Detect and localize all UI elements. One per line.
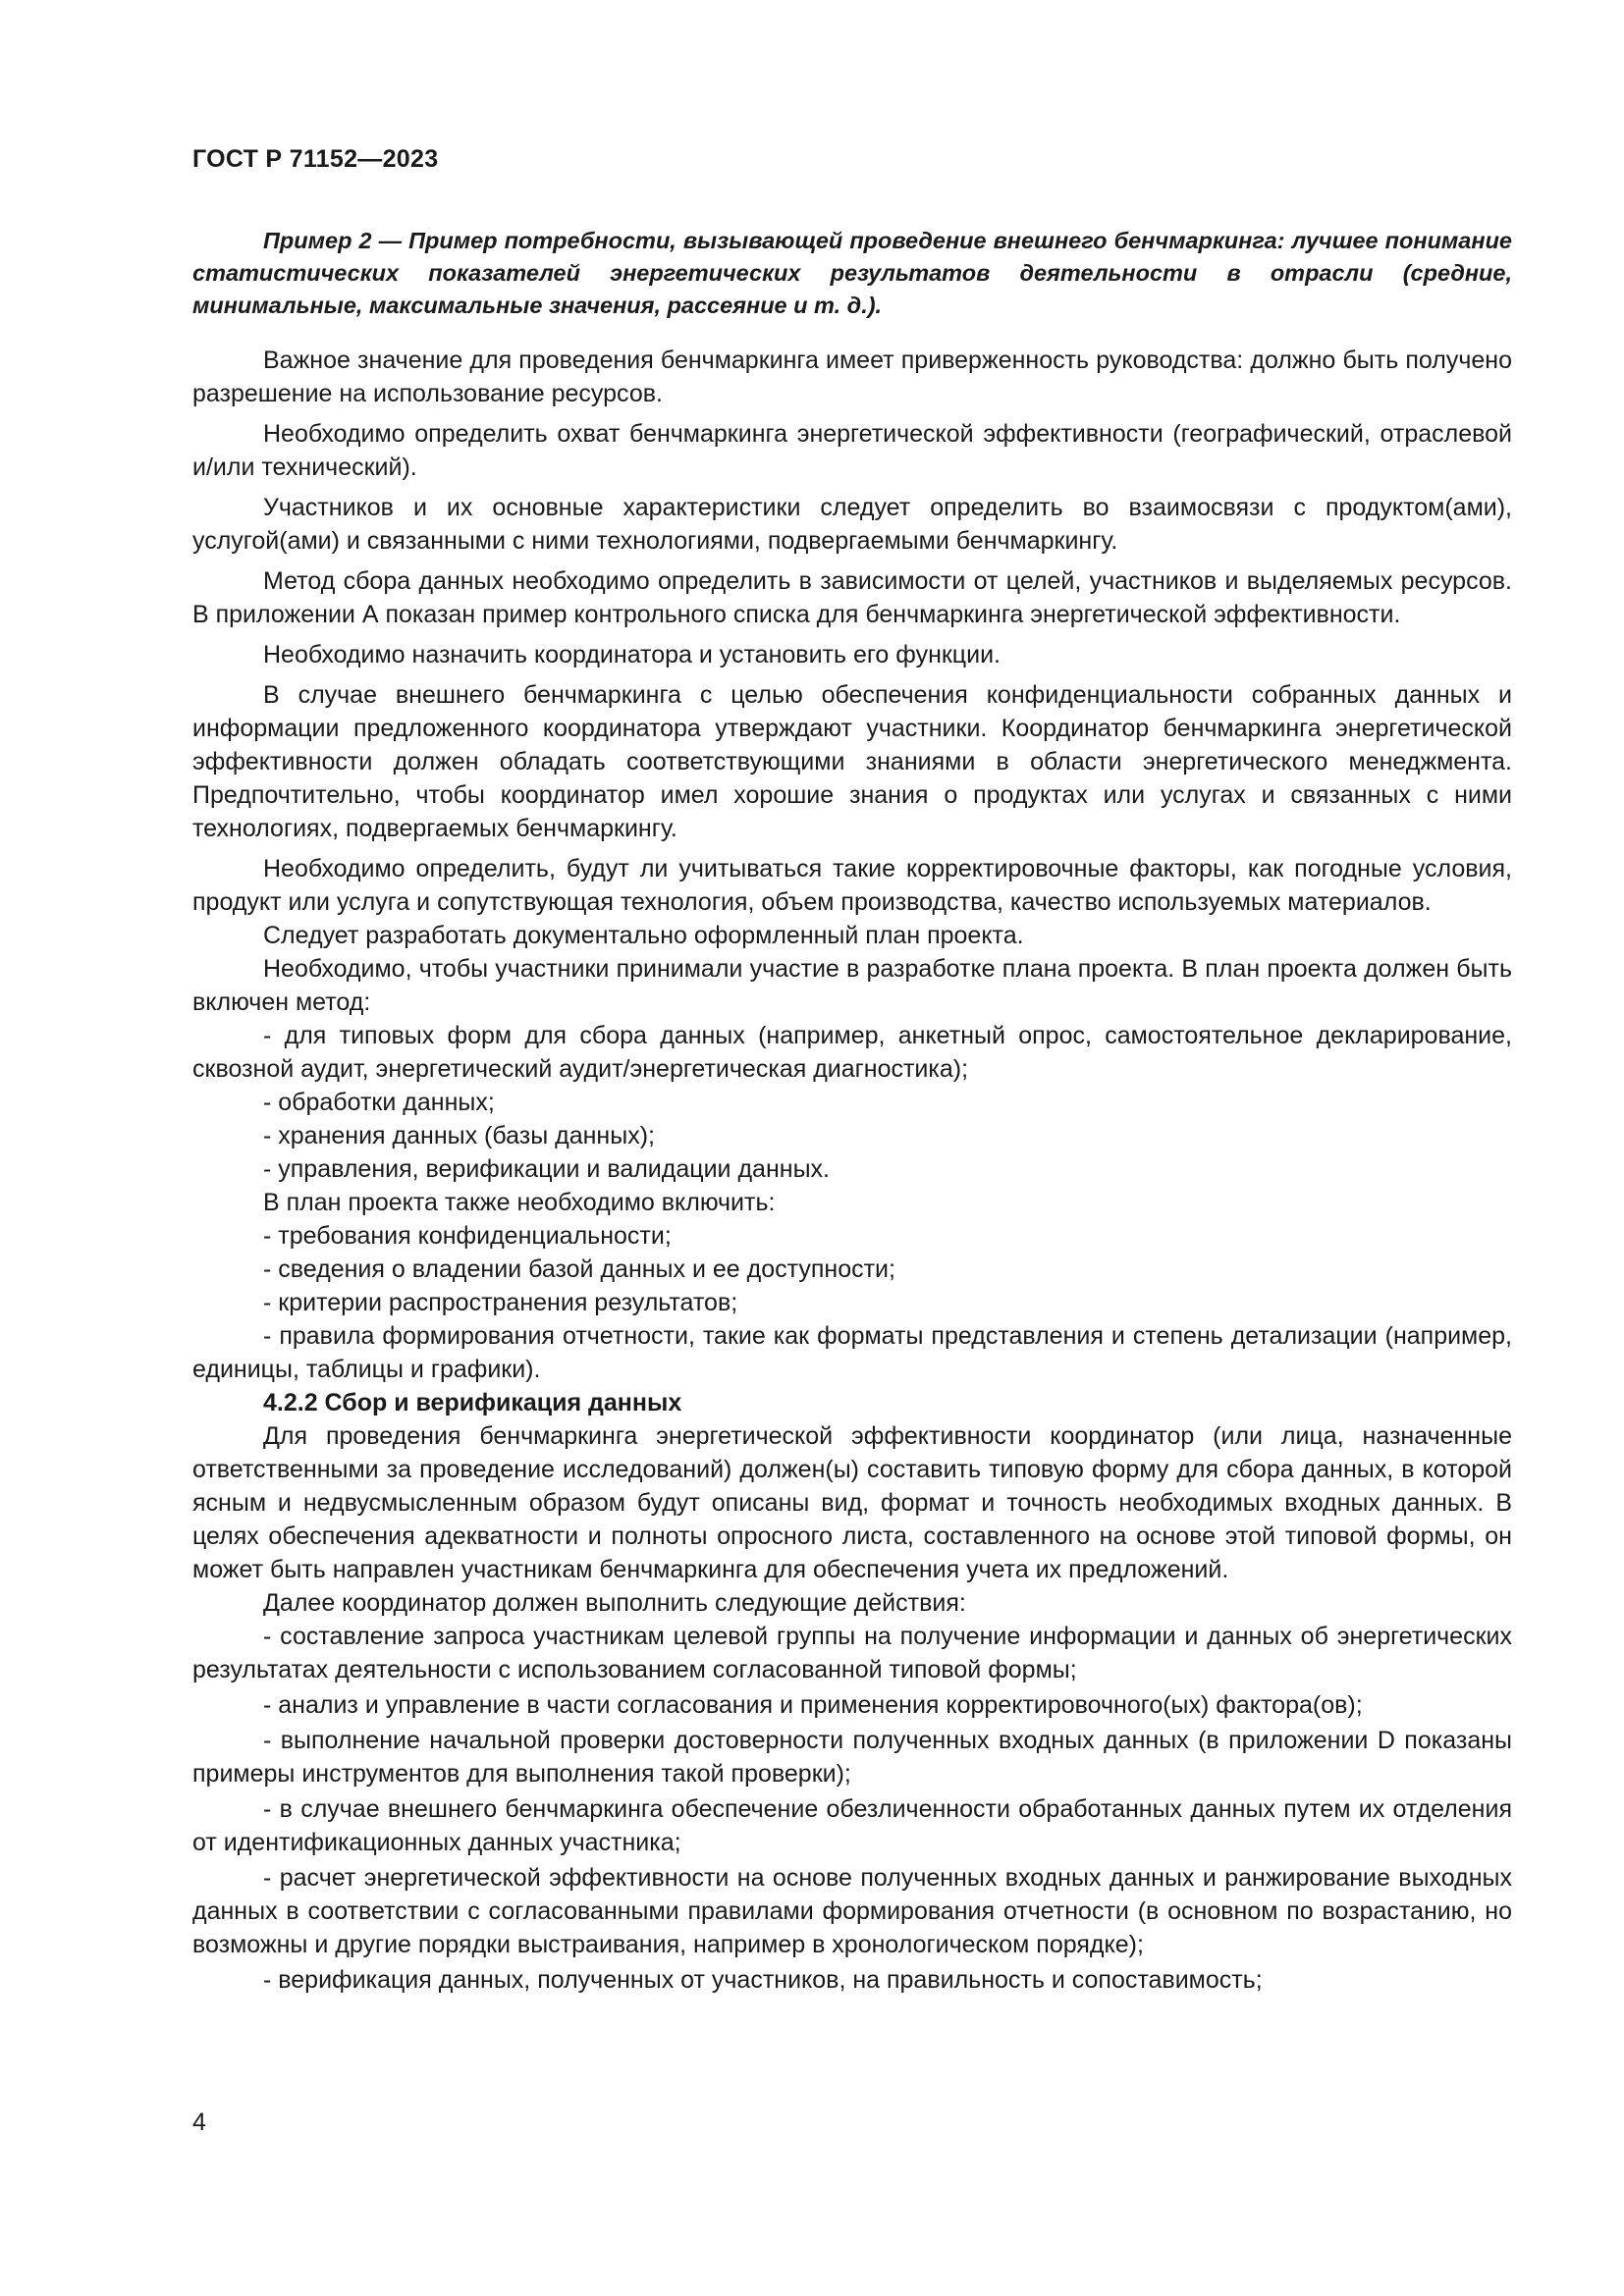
list-item: - правила формирования отчетности, такие как форматы представления и степень детализации (например, единицы, таблицы и графики). xyxy=(192,1322,1512,1383)
list-item: - составление запроса участникам целевой группы на получение информации и данных об энергетических результатах деятельности с использованием согласованной типовой формы; xyxy=(192,1623,1512,1683)
standard-header: ГОСТ Р 71152—2023 xyxy=(192,145,439,173)
actions-list xyxy=(192,1620,1512,1997)
list-item: - обработки данных; xyxy=(263,1089,495,1116)
paragraph: Следует разработать документально оформленный план проекта. xyxy=(263,922,1024,949)
method-list xyxy=(192,1019,1512,1186)
list-item: - выполнение начальной проверки достоверности полученных входных данных (в приложении D показаны примеры инструментов для выполнения такой проверки); xyxy=(192,1727,1512,1788)
paragraph: Важное значение для проведения бенчмаркинга имеет приверженность руководства: должно быть получено разрешение на использование ресурсов. xyxy=(192,347,1512,407)
list-item: - требования конфиденциальности; xyxy=(263,1222,672,1250)
paragraph: Далее координатор должен выполнить следующие действия: xyxy=(263,1589,966,1617)
list-item: - критерии распространения результатов; xyxy=(263,1289,738,1316)
paragraph: Необходимо, чтобы участники принимали участие в разработке плана проекта. В план проекта должен быть включен метод: xyxy=(192,955,1512,1016)
example-note: Пример 2 — Пример потребности, вызывающей проведение внешнего бенчмаркинга: лучшее понимание статистических показателей энергетических результатов деятельности в отрасли (средние, минимальные, максимальные значения, рассеяние и т. д.). xyxy=(192,228,1512,318)
paragraph: Необходимо определить, будут ли учитываться такие корректировочные факторы, как погодные условия, продукт или услуга и сопутствующая технология, объем производства, качество используемых материалов. xyxy=(192,855,1512,916)
list-item: - анализ и управление в части согласования и применения корректировочного(ых) фактора(ов); xyxy=(263,1691,1363,1719)
page-number: 4 xyxy=(192,2109,206,2136)
list-item: - расчет энергетической эффективности на основе полученных входных данных и ранжирование выходных данных в соответствии с согласованными правилами формирования отчетности (в основном по возрастанию, но возможны и другие порядки выстраивания, например в хронологическом порядке); xyxy=(192,1864,1512,1958)
document-page xyxy=(192,145,1512,1999)
list-item: - хранения данных (базы данных); xyxy=(263,1122,655,1149)
paragraph: В план проекта также необходимо включить: xyxy=(263,1189,776,1216)
paragraph: Необходимо назначить координатора и установить его функции. xyxy=(263,641,1001,668)
paragraph: В случае внешнего бенчмаркинга с целью обеспечения конфиденциальности собранных данных и информации предложенного координатора утверждают участники. Координатор бенчмаркинга энергетической эффективности должен обладать соответствующими знаниями в области энергетического менеджмента. Предпочтительно, чтобы координатор имел хорошие знания о продуктах или услугах и связанных с ними технологиях, подвергаемых бенчмаркингу. xyxy=(192,681,1512,842)
paragraph: Для проведения бенчмаркинга энергетической эффективности координатор (или лица, назначенные ответственными за проведение исследований) должен(ы) составить типовую форму для сбора данных, в которой ясным и недвусмысленным образом будут описаны вид, формат и точность необходимых входных данных. В целях обеспечения адекватности и полноты опросного листа, составленного на основе этой типовой формы, он может быть направлен участникам бенчмаркинга для обеспечения учета их предложений. xyxy=(192,1422,1512,1583)
list-item: - управления, верификации и валидации данных. xyxy=(263,1155,830,1183)
plan-list xyxy=(192,1219,1512,1386)
paragraph: Необходимо определить охват бенчмаркинга энергетической эффективности (географический, отраслевой и/или технический). xyxy=(192,420,1512,481)
list-item: - верификация данных, полученных от участников, на правильность и сопоставимость; xyxy=(263,1966,1263,1994)
paragraph: Участников и их основные характеристики следует определить во взаимосвязи с продуктом(ами), услугой(ами) и связанными с ними технологиями, подвергаемыми бенчмаркингу. xyxy=(192,494,1512,555)
paragraph: Метод сбора данных необходимо определить в зависимости от целей, участников и выделяемых ресурсов. В приложении А показан пример контрольного списка для бенчмаркинга энергетической эффективности. xyxy=(192,567,1512,628)
section-heading: 4.2.2 Сбор и верификация данных xyxy=(263,1389,682,1416)
list-item: - в случае внешнего бенчмаркинга обеспечение обезличенности обработанных данных путем их отделения от идентификационных данных участника; xyxy=(192,1795,1512,1856)
list-item: - для типовых форм для сбора данных (например, анкетный опрос, самостоятельное декларирование, сквозной аудит, энергетический аудит/энергетическая диагностика); xyxy=(192,1022,1512,1083)
list-item: - сведения о владении базой данных и ее доступности; xyxy=(263,1255,895,1283)
